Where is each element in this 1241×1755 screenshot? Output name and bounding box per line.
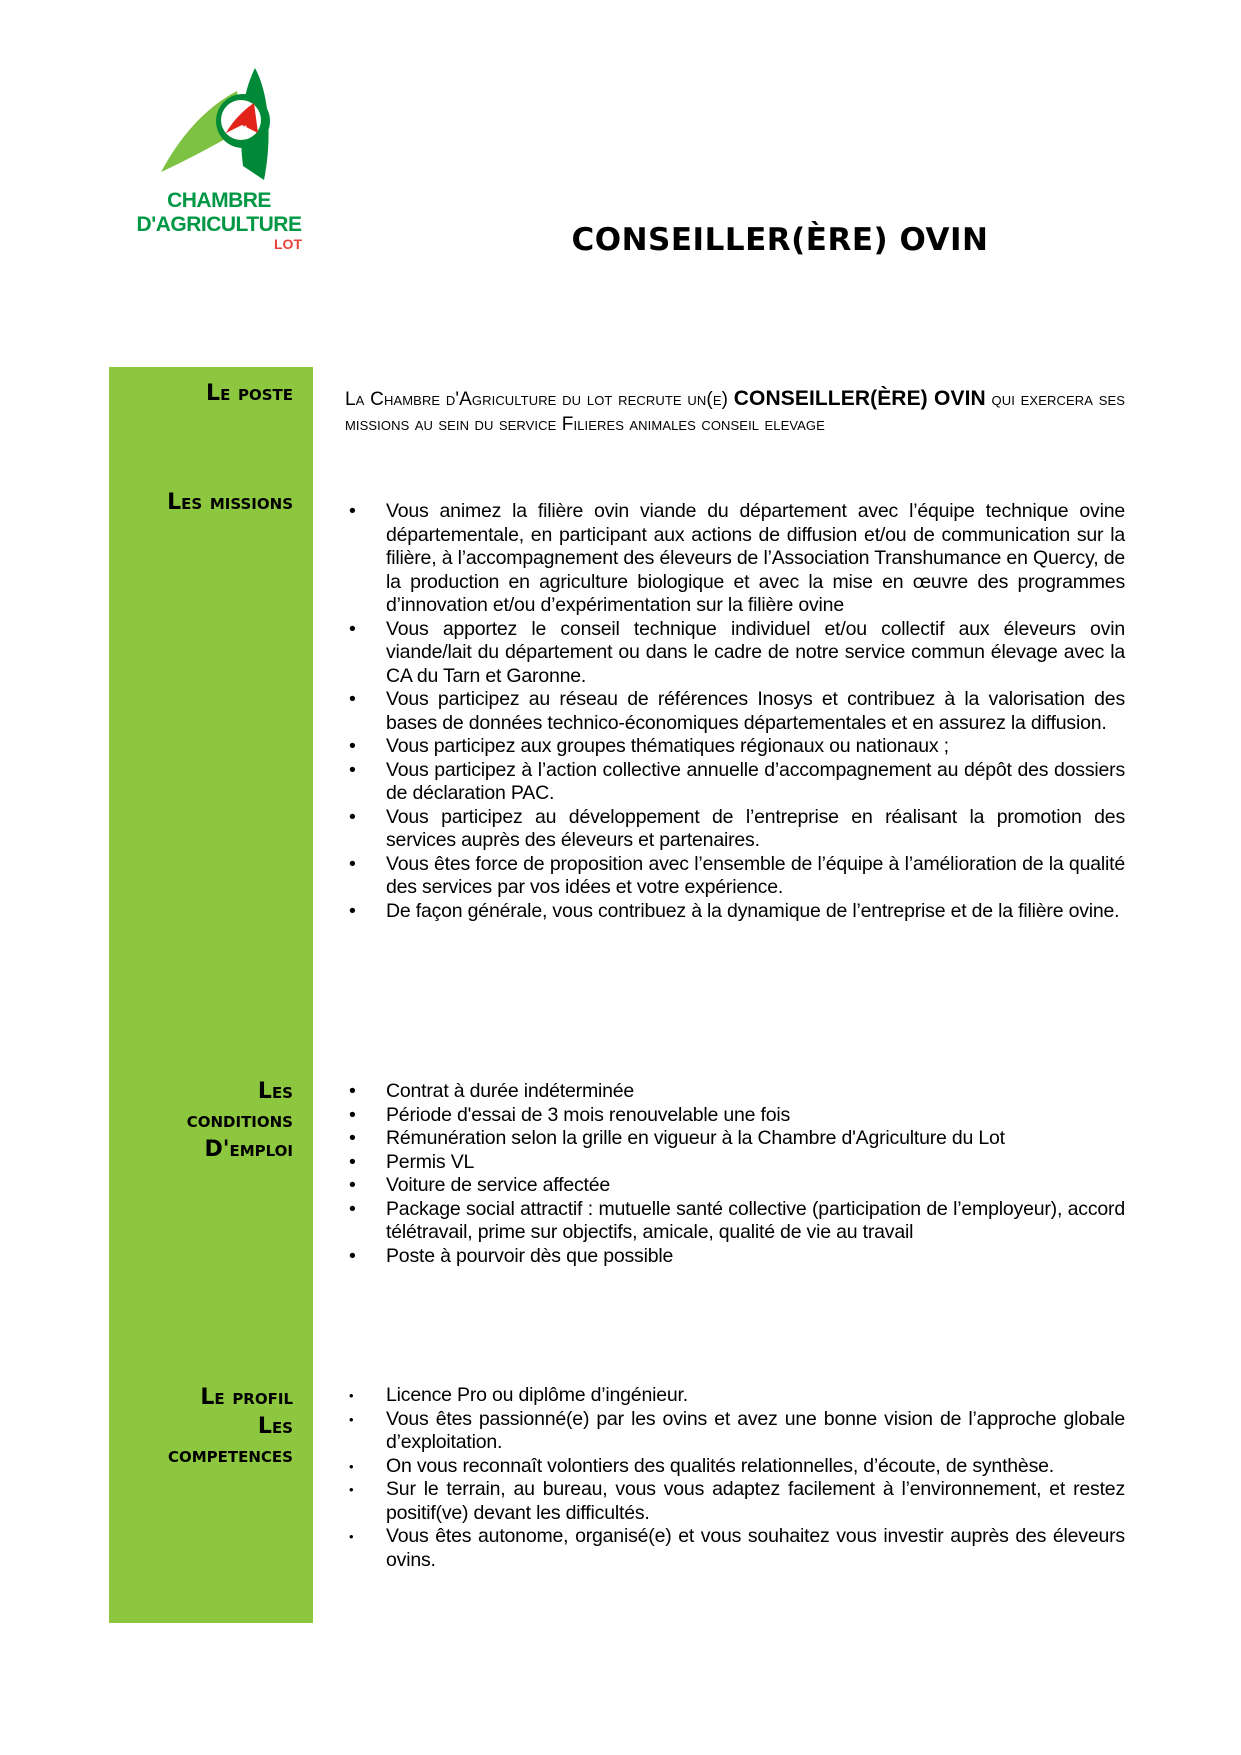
mission-item: • Vous participez à l’action collective annuelle d’accompagnement au dépôt des dossiers de déclaration PAC. — [345, 759, 1125, 806]
sidebar-label-conditions-line3: D'emploi — [204, 1137, 293, 1162]
mission-item: • Vous animez la filière ovin viande du département avec l’équipe technique ovine départementale, en participant aux actions de diffusion et/ou de communication sur la filière, à l’accompagnement des éleveurs de l’Association Transhumance en Quercy, de la production en agriculture biologique et avec la mise en œuvre des programmes d’innovation et/ou d’expérimentation sur la filière ovine — [345, 500, 1125, 618]
mission-item: • Vous êtes force de proposition avec l’ensemble de l’équipe à l’amélioration de la qualité des services par vos idées et votre expérience. — [345, 853, 1125, 900]
poste-text-prefix: La Chambre d'Agriculture du lot recrute un(e) — [345, 389, 734, 410]
sidebar-label-conditions-line1: Les — [257, 1079, 293, 1104]
poste-paragraph — [345, 386, 1125, 437]
sidebar-label-profil-competences — [117, 1383, 293, 1470]
section-sidebar — [109, 367, 313, 1623]
profil-item: • Sur le terrain, au bureau, vous vous adaptez facilement à l’environnement, et restez positif(ve) devant les difficultés. — [345, 1478, 1125, 1525]
sidebar-label-les-missions: Les missions — [167, 490, 293, 515]
sidebar-label-conditions-line2: conditions — [186, 1108, 293, 1133]
logo-org-line2: D'AGRICULTURE — [136, 213, 302, 236]
mission-item: • De façon générale, vous contribuez à la dynamique de l’entreprise et de la filière ovine. — [345, 900, 1125, 924]
missions-list — [345, 500, 1125, 923]
sidebar-label-le-poste: Le poste — [206, 381, 293, 406]
poste-text-suffix: qui exercera ses missions au sein du service Filieres animales conseil elevage — [345, 389, 1126, 435]
logo-org-line1: CHAMBRE — [167, 189, 271, 212]
mission-item: • Vous participez aux groupes thématiques régionaux ou nationaux ; — [345, 735, 1125, 759]
mission-item: • Vous apportez le conseil technique individuel et/ou collectif aux éleveurs ovin viande/lait du département ou dans le cadre de notre service commun élevage avec la CA du Tarn et Garonne. — [345, 618, 1125, 689]
conditions-list — [345, 1080, 1125, 1268]
chamber-logo — [133, 64, 305, 253]
profil-item: • Vous êtes passionné(e) par les ovins et avez une bonne vision de l’approche globale d’exploitation. — [345, 1408, 1125, 1455]
page-title: CONSEILLER(ÈRE) OVIN — [571, 222, 989, 258]
condition-item: • Contrat à durée indéterminée — [345, 1080, 1125, 1104]
profil-item: • On vous reconnaît volontiers des qualités relationnelles, d’écoute, de synthèse. — [345, 1455, 1125, 1479]
condition-item: • Voiture de service affectée — [345, 1174, 1125, 1198]
condition-item: • Package social attractif : mutuelle santé collective (participation de l’employeur), accord télétravail, prime sur objectifs, amicale, qualité de vie au travail — [345, 1198, 1125, 1245]
sidebar-label-profil-line3: competences — [167, 1443, 293, 1468]
profil-item: • Licence Pro ou diplôme d’ingénieur. — [345, 1384, 1125, 1408]
condition-item: • Rémunération selon la grille en vigueur à la Chambre d'Agriculture du Lot — [345, 1127, 1125, 1151]
condition-item: • Permis VL — [345, 1151, 1125, 1175]
condition-item: • Période d'essai de 3 mois renouvelable une fois — [345, 1104, 1125, 1128]
sidebar-label-conditions-emploi — [117, 1077, 293, 1164]
mission-item: • Vous participez au réseau de références Inosys et contribuez à la valorisation des bases de données technico-économiques départementales et en assurez la diffusion. — [345, 688, 1125, 735]
sidebar-label-profil-line1: Le profil — [200, 1385, 293, 1410]
profil-list — [345, 1384, 1125, 1572]
poste-text-job-title: CONSEILLER(ÈRE) OVIN — [733, 387, 986, 410]
sidebar-label-profil-line2: Les — [257, 1414, 293, 1439]
mission-item: • Vous participez au développement de l’entreprise en réalisant la promotion des services auprès des éleveurs et partenaires. — [345, 806, 1125, 853]
chamber-logo-icon — [153, 64, 285, 188]
logo-region: LOT — [274, 236, 302, 252]
condition-item: • Poste à pourvoir dès que possible — [345, 1245, 1125, 1269]
profil-item: • Vous êtes autonome, organisé(e) et vous souhaitez vous investir auprès des éleveurs ovins. — [345, 1525, 1125, 1572]
